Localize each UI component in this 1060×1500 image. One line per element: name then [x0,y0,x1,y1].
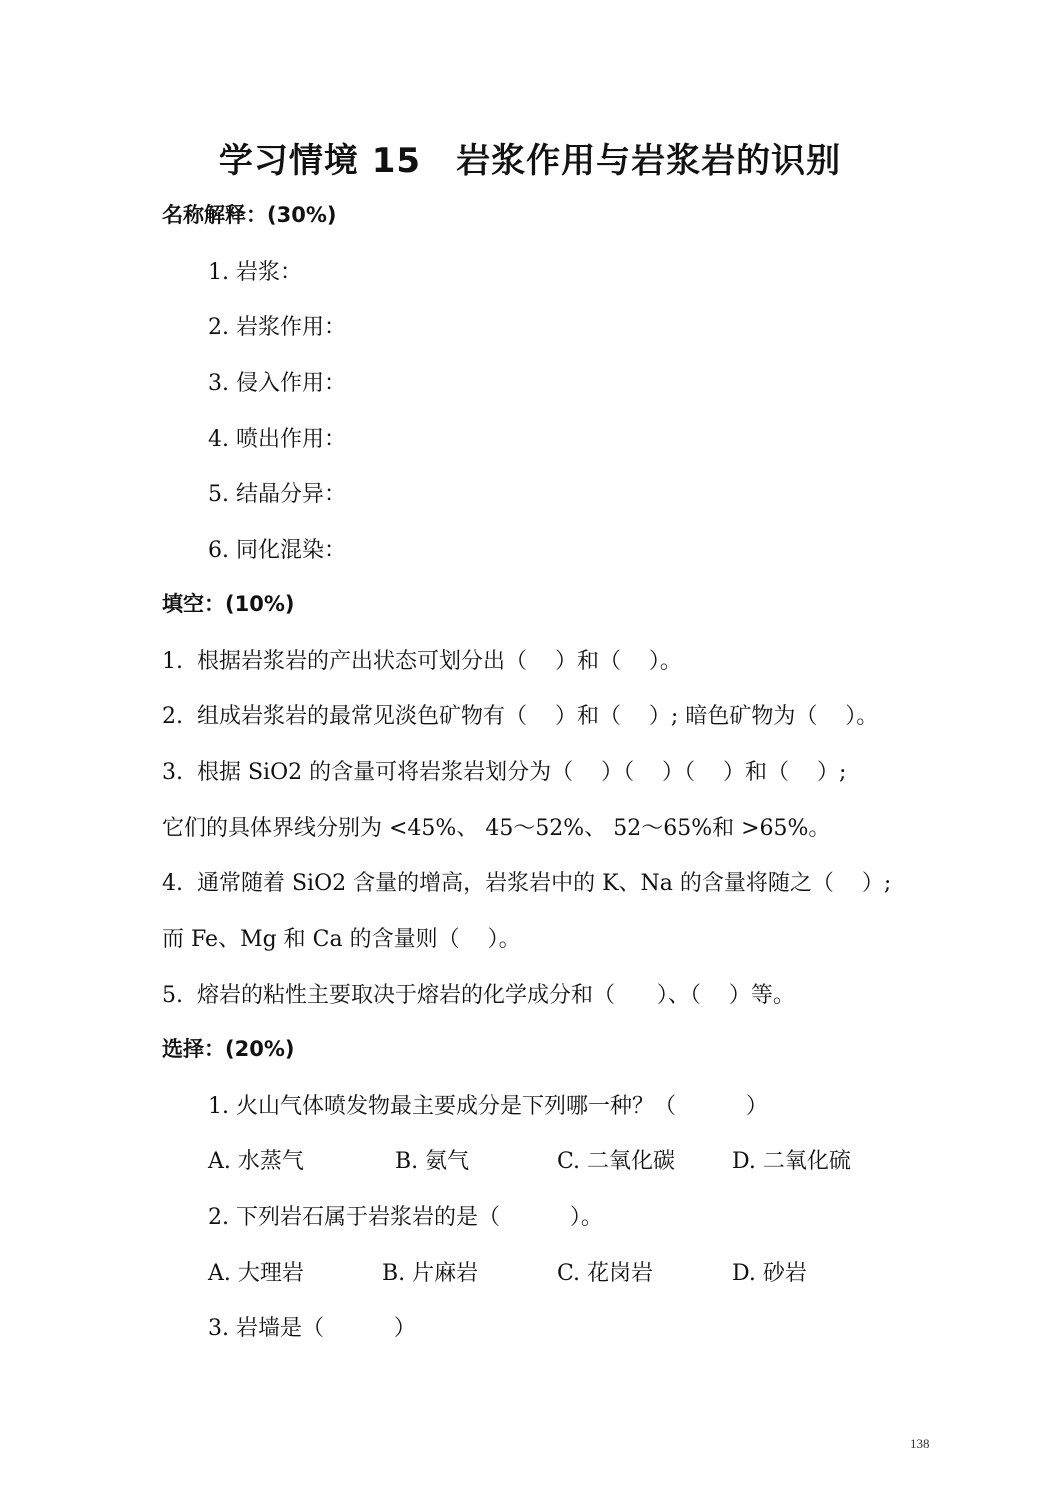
term-item: 4. 喷出作用： [208,427,346,452]
page-number: 138 [910,1436,930,1451]
term-item: 2. 岩浆作用： [208,315,346,340]
choice-option: C. 二氧化碳 [557,1149,676,1174]
fill-line: 1. 根据岩浆岩的产出状态可划分出（ ）和（ ）。 [162,649,682,674]
term-item: 6. 同化混染： [208,538,346,563]
fill-line: 2. 组成岩浆岩的最常见淡色矿物有（ ）和（ ）; 暗色矿物为（ ）。 [162,704,879,729]
fill-line: 而 Fe、Mg 和 Ca 的含量则（ ）。 [162,927,521,952]
choice-option: B. 片麻岩 [382,1261,479,1286]
fill-line: 它们的具体界线分别为 <45%、 45～52%、 52～65%和 >65%。 [162,816,831,841]
fill-line: 3. 根据 SiO2 的含量可将岩浆岩划分为（ ）（ ）（ ）和（ ）; [162,760,847,785]
term-item: 1. 岩浆： [208,260,302,285]
choice-question: 3. 岩墙是（ ） [208,1316,416,1341]
page-title: 学习情境 15 岩浆作用与岩浆岩的识别 [218,141,842,181]
choice-question: 1. 火山气体喷发物最主要成分是下列哪一种？（ ） [208,1094,768,1119]
choice-question: 2. 下列岩石属于岩浆岩的是（ ）。 [208,1205,603,1230]
fill-line: 4. 通常随着 SiO2 含量的增高，岩浆岩中的 K、Na 的含量将随之（ ）; [162,871,892,896]
fill-heading: 填空：(10%) [162,592,295,616]
choice-option: A. 水蒸气 [208,1149,304,1174]
term-item: 5. 结晶分异： [208,482,346,507]
choice-option: B. 氨气 [395,1149,470,1174]
choice-option: A. 大理岩 [208,1261,304,1286]
choice-option: D. 二氧化硫 [732,1149,851,1174]
choice-heading: 选择：(20%) [162,1037,295,1061]
fill-line: 5. 熔岩的粘性主要取决于熔岩的化学成分和（ ）、（ ）等。 [162,983,795,1008]
terms-heading: 名称解释：(30%) [162,203,337,227]
choice-option: C. 花岗岩 [557,1261,654,1286]
term-item: 3. 侵入作用： [208,371,346,396]
choice-option: D. 砂岩 [732,1261,807,1286]
